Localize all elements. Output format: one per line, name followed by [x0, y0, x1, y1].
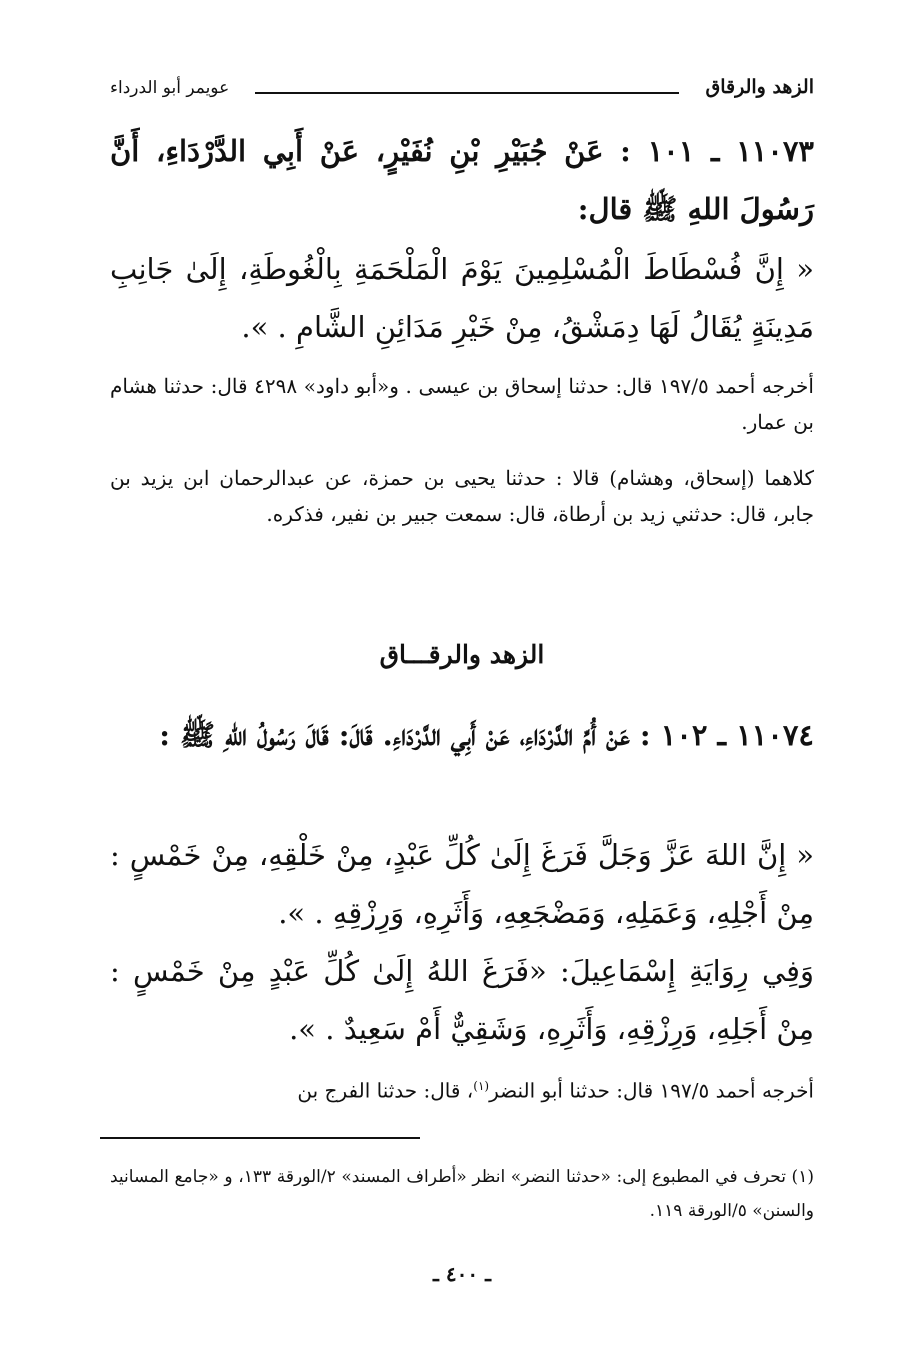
header-rule [255, 92, 679, 94]
takhrij-text-after: ، قال: حدثنا الفرج بن [297, 1078, 474, 1103]
footnote-rule [100, 1137, 420, 1139]
running-header [110, 76, 814, 104]
hadith-2-matn: « إِنَّ اللهَ عَزَّ وَجَلَّ فَرَغَ إِلَىٰ كُلِّ عَبْدٍ، مِنْ خَلْقِهِ، مِنْ خَمْسٍ : مِنْ أَجْلِهِ، وَعَمَلِهِ، وَمَضْجَعِهِ، وَأَثَرِهِ، وَرِزْقِهِ . ». [110, 838, 814, 930]
header-section-title: الزهد والرقاق [705, 76, 814, 98]
hadith-1-isnad: ١١٠٧٣ ـ ١٠١ : عَنْ جُبَيْرِ بْنِ نُفَيْرٍ، عَنْ أَبِي الدَّرْدَاءِ، أَنَّ رَسُولَ اللهِ ﷺ قال: [110, 134, 814, 226]
section-heading: الزهد والرقـــاق [379, 640, 545, 669]
hadith-2-isnad: ١١٠٧٤ ـ ١٠٢ : عَنْ أُمِّ الدَّرْدَاءِ، عَنْ أَبِي الدَّرْدَاءِ. قَالَ: قَالَ رَسُولُ اللهِ ﷺ : [159, 718, 814, 752]
page-number: ـ ٤٠٠ ـ [433, 1262, 491, 1286]
footnote-reference: (١) [473, 1079, 490, 1093]
hadith-2-riwaya: وَفِي رِوَايَةِ إِسْمَاعِيلَ: «فَرَغَ اللهُ إِلَىٰ كُلِّ عَبْدٍ مِنْ خَمْسٍ : مِنْ أَجَلِهِ، وَرِزْقِهِ، وَأَثَرِهِ، وَشَقِيٌّ أَمْ سَعِيدٌ . ». [110, 954, 814, 1046]
hadith-2-takhrij [110, 1068, 814, 1109]
header-companion-name: عويمر أبو الدرداء [110, 78, 230, 98]
hadith-1-matn: « إِنَّ فُسْطَاطَ الْمُسْلِمِينَ يَوْمَ الْمَلْحَمَةِ بِالْغُوطَةِ، إِلَىٰ جَانِبِ مَدِينَةٍ يُقَالُ لَهَا دِمَشْقُ، مِنْ خَيْرِ مَدَائِنِ الشَّامِ . ». [110, 252, 814, 344]
hadith-1-takhrij-2: كلاهما (إسحاق، وهشام) قالا : حدثنا يحيى بن حمزة، عن عبدالرحمان ابن يزيد بن جابر، قال: حدثني زيد بن أرطاة، قال: سمعت جبير بن نفير، فذكره. [110, 466, 814, 526]
takhrij-text-before: أخرجه أحمد ١٩٧/٥ قال: حدثنا أبو النضر [489, 1078, 814, 1103]
hadith-1-takhrij-1: أخرجه أحمد ١٩٧/٥ قال: حدثنا إسحاق بن عيسى . و«أبو داود» ٤٢٩٨ قال: حدثنا هشام بن عمار. [110, 374, 814, 434]
footnote: (١) تحرف في المطبوع إلى: «حدثنا النضر» انظر «أطراف المسند» ٢/الورقة ١٣٣، و «جامع المسانيد والسنن» ٥/الورقة ١١٩. [110, 1167, 814, 1221]
